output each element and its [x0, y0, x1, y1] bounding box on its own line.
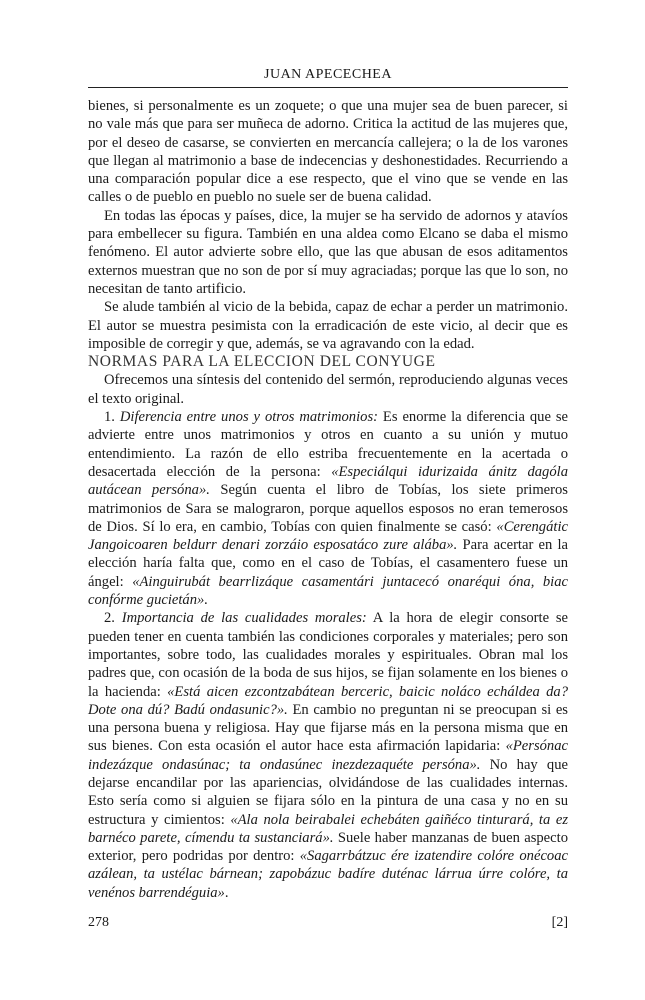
paragraph: bienes, si personalmente es un zoquete; o que una mujer sea de buen parecer, si no vale más que para ser muñeca de adorno. Critica la actitud de las mujeres que, por el deseo de casarse, se convierten en mercancía callejera; o la de los varones que llegan al matrimonio a base de indecencias y deshonestidades. Recurriendo a una comparación popular dice a ese respecto, que el vino que se vende en las calles o de pueblo en pueblo no suele ser de buena calidad. [88, 98, 568, 206]
paragraph: Se alude también al vicio de la bebida, capaz de echar a perder un matrimonio. El autor se muestra pesimista con la erradicación de este vicio, al decir que es imposible de corregir y que, además, se va agravando con la edad. [88, 299, 568, 352]
basque-quote: «Sagarrbátzuc ére izatendire colóre onécoac azálean, ta ustélac bárnean; zapobázuc badíre duténac lárrua úrre colóre, ta venénos barrendéguia» [88, 848, 568, 901]
item-text: Para acertar en la elección haría falta que, como en el caso de Tobías, el casamentero fuese un ángel: [88, 537, 568, 590]
page-number: 278 [88, 915, 109, 930]
item-text: Según cuenta el libro de Tobías, los siete primeros matrimonios de Sara se malograron, porque aquellos esposos no eran temerosos de Dios. Sí lo era, en cambio, Tobías con quien finalmente se casó: [88, 482, 568, 535]
item-heading: Importancia de las cualidades morales: [121, 610, 367, 627]
basque-quote: «Persónac indezázque ondasúnac; ta ondasúnec inezdezaquéte persóna». [88, 738, 568, 773]
paragraph: Ofrecemos una síntesis del contenido del sermón, reproduciendo algunas veces el texto original. [88, 372, 568, 407]
page-reference: [2] [551, 915, 568, 930]
numbered-item-2 [88, 609, 568, 902]
item-text: No hay que dejarse encandilar por las apariencias, olvidándose de las cualidades internas. Esto sería como si alguien se fijara sólo en la pintura de una casa y no en su estructura y cimientos: [88, 756, 568, 828]
item-text: Suele haber manzanas de buen aspecto exterior, pero podridas por dentro: [88, 829, 568, 865]
basque-quote: «Está aicen ezcontzabátean berceric, baicic noláco echáldea da? Dote ona dú? Badú ondasunic?». [88, 683, 568, 718]
item-text: . [224, 884, 229, 901]
section-title: NORMAS PARA LA ELECCION DEL CONYUGE [88, 353, 436, 371]
running-header: JUAN APECECHEA [264, 67, 392, 82]
basque-quote: «Ainguirubát bearrlizáque casamentári juntacecó onaréqui óna, biac confórme gucietán». [88, 573, 568, 609]
item-number: 2. [104, 610, 115, 627]
header-rule [88, 87, 568, 88]
paragraph: En todas las épocas y países, dice, la mujer se ha servido de adornos y atavíos para embellecer su figura. También en una aldea como Elcano se daba el mismo fenómeno. El autor advierte sobre ello, que las que abusan de esos aditamentos externos muestran que no son de por sí muy agraciadas; porque las que lo son, no necesitan de tanto artificio. [88, 207, 568, 297]
page-body [88, 97, 568, 902]
item-text: En cambio no preguntan ni se preocupan si es una persona buena y religiosa. Hay que fijarse más en la persona misma que en sus bienes. Con esta ocasión el autor hace esta afirmación lapidaria: [88, 701, 568, 755]
item-heading: Diferencia entre unos y otros matrimonios: [119, 409, 378, 426]
item-number: 1. [104, 409, 115, 426]
basque-quote: «Especiálqui idurizaida ánitz dagóla autácean persóna». [88, 463, 568, 499]
basque-quote: «Cerengátic Jangoicoaren beldurr denari zorzáio esposatáco zure alába». [88, 518, 568, 554]
numbered-item-1 [88, 408, 568, 609]
basque-quote: «Ala nola beirabalei echebáten gaiñéco tinturará, ta ez barnéco parete, címendu ta sustanciará». [88, 811, 568, 846]
item-text: Es enorme la diferencia que se advierte entre unos matrimonios y otros en cuanto a su unión y mutuo entendimiento. La razón de ello estriba frecuentemente en la acertada o desacertada elección de la persona: [88, 409, 569, 480]
item-text: A la hora de elegir consorte se pueden tener en cuenta también las condiciones corporales y materiales; pero son importantes, sobre todo, las cualidades morales y espirituales. Obran mal los padres que, con ocasión de la boda de sus hijos, se fijan solamente en los bienes o la hacienda: [88, 610, 568, 700]
